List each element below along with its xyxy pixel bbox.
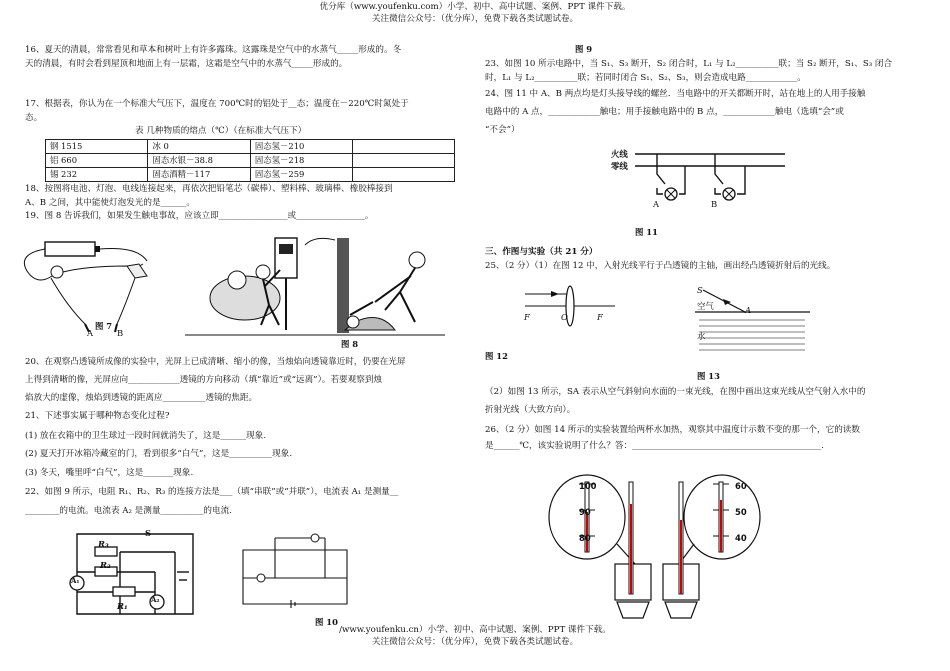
fig12-center-o: O: [561, 312, 568, 322]
fig12-focus-left: F: [524, 312, 530, 322]
page-footer: [0, 625, 950, 648]
table-row: [46, 154, 455, 168]
figure-12-convex-lens: [515, 284, 625, 330]
thermometer-1-tick-90: 90: [579, 507, 591, 517]
fig13-label-air: 空气: [697, 301, 714, 311]
thermometer-1-tick-80: 80: [579, 533, 591, 543]
melting-point-table: [45, 139, 455, 182]
figure-10-circuit: [235, 530, 355, 612]
figure-14-heating-experiment: [547, 472, 762, 622]
q19: 19、图 8 告诉我们，如果发生触电事故，应该立即________________或________________。: [25, 211, 374, 221]
fig10-caption: 图 10: [315, 617, 338, 627]
figure-8-electric-shock-illustration: [185, 230, 445, 345]
q21: 21、下述事实属于哪种物态变化过程?: [25, 411, 170, 421]
q24-line-1: 24、图 11 中 A、B 两点均是灯头接导线的螺丝．当电路中的开关都断开时，站在地上的人用手接触: [485, 89, 866, 99]
q22-line-1: 22、如图 9 所示，电阻 R₁、R₂、R₃ 的连接方法是___（填“串联”或“并联”），电流表 A₁ 是测量__: [25, 487, 399, 497]
q16-line-1: 16、夏天的清晨，常常看见和草本和树叶上有许多露珠。这露珠是空气中的水蒸气_____形成的。冬: [25, 45, 402, 55]
table-cell: 固态氢－218: [250, 154, 352, 168]
fig9-label-s: S: [145, 528, 152, 538]
table-cell: 铝 660: [46, 154, 148, 168]
q26-line-1: 26、（2 分）如图 14 所示的实验装置给两杯水加热，观察其中温度计示数不变的那一个，它的读数: [485, 425, 860, 435]
q17-line-1: 17、根据表，你认为在一个标准大气压下，温度在 700℃时的铝处于__态；温度在－220℃时氮处于: [25, 99, 409, 109]
footer-line-2: 关注微信公众号：（优分库），免费下载各类试题试卷。: [371, 636, 579, 647]
q22-line-2: ________的电流。电流表 A₂ 是测量__________的电流.: [25, 506, 232, 516]
fig9-label-r3: R₃: [98, 539, 109, 549]
fig9-label-a2: A₂: [151, 595, 160, 604]
q21-item-1: (1) 放在衣箱中的卫生球过一段时间就消失了，这是______现象.: [25, 431, 267, 441]
fig11-point-b: B: [711, 199, 718, 209]
q20-line-1: 20、在观察凸透镜所成像的实验中，光屏上已成清晰、缩小的像，当烛焰向透镜靠近时，仍要在光屏: [25, 357, 406, 367]
table-cell: 固态水银－38.8: [148, 154, 250, 168]
table-cell: [353, 140, 455, 154]
q21-item-2: (2) 夏天打开冰箱冷藏室的门，看到很多“白气”，这是__________现象.: [25, 449, 293, 459]
table-cell: [353, 168, 455, 182]
table-cell: 固态酒精－117: [148, 168, 250, 182]
fig13-label-water: 水: [697, 331, 706, 341]
q18-line-1: 18、按图将电池、灯泡、电线连接起来，再依次把铅笔芯（碳棒）、塑料棒、玻璃棒、橡胶棒接到: [25, 184, 393, 194]
fig8-caption: 图 8: [341, 339, 359, 349]
fig9-label-a1: A₁: [71, 576, 80, 585]
fig7-caption: 图 7: [95, 321, 113, 331]
q25-part-1: 25、（2 分）（1）在图 12 中，入射光线平行于凸透镜的主轴，画出经凸透镜折射后的光线。: [485, 261, 836, 271]
q18-line-2: A、B 之间，其中能使灯泡发光的是______。: [25, 198, 195, 208]
table-cell: [353, 154, 455, 168]
fig7-label-a: A: [87, 328, 94, 338]
table-cell: 冰 0: [148, 140, 250, 154]
q24-line-3: “不会”）: [485, 125, 520, 135]
q25-part-2-line-2: 折射光线（大致方向）。: [485, 405, 576, 415]
figure-11-household-wiring: [605, 144, 790, 216]
figure-7-battery-bulb-circuit: [7, 236, 167, 341]
fig13-caption: 图 13: [697, 371, 720, 381]
q20-line-3: 焰放大的虚像，烛焰到透镜的距离应__________透镜的焦距。: [25, 393, 258, 403]
q26-line-2: 是______℃，该实验说明了什么？答：____________________________________________.: [485, 441, 824, 451]
fig12-caption: 图 12: [485, 351, 508, 361]
fig11-caption: 图 11: [635, 227, 658, 237]
header-line-1: 优分库（www.youfenku.com）小学、初中、高中试题、案例、PPT 课件下载。: [319, 2, 631, 12]
table-cell: 锡 232: [46, 168, 148, 182]
figure-13-air-water-interface: [695, 286, 810, 356]
q24-line-2: 电路中的 A 点，____________触电；用手接触电路中的 B 点，____________触电（选填“会”或: [485, 107, 844, 117]
q16-line-2: 天的清晨，有时会看到屋顶和地面上有一层霜，这霜是空气中的水蒸气_____形成的。: [25, 59, 348, 69]
fig11-live-wire-label: 火线: [611, 149, 628, 159]
header-line-2: 关注微信公众号：（优分库），免费下载各类试题试卷。: [371, 13, 579, 24]
footer-line-1: /www.youfenku.cn）小学、初中、高中试题、案例、PPT 课件下载。: [339, 625, 611, 635]
figure-9-circuit: [65, 528, 205, 620]
fig12-focus-right: F: [597, 312, 603, 322]
q20-line-2: 上得到清晰的像，光屏应向____________透镜的方向移动（填“靠近”或“远离”）。若要观察到烛: [25, 375, 383, 385]
q23-line-2: 时，L₁ 与 L₂__________联；若同时闭合 S₁、S₂、S₃，则会造成电路____________。: [485, 73, 806, 83]
fig11-neutral-wire-label: 零线: [611, 161, 628, 171]
fig11-point-a: A: [653, 199, 660, 209]
fig9-label-r1: R₁: [117, 601, 128, 611]
table-row: [46, 168, 455, 182]
table-cell: 固态氢－210: [250, 140, 352, 154]
thermometer-2-tick-50: 50: [735, 507, 747, 517]
q25-part-2-line-1: （2）如图 13 所示，SA 表示从空气斜射向水面的一束光线，在图中画出这束光线从空气射入水中的: [485, 387, 866, 397]
q21-item-3: (3) 冬天，嘴里呼“白气”，这是_______现象.: [25, 468, 194, 478]
thermometer-2-tick-40: 40: [735, 533, 747, 543]
page-header: [0, 2, 950, 25]
q17-line-2: 态。: [25, 113, 43, 123]
section-3-title: 三、作图与实验（共 21 分）: [485, 247, 598, 257]
fig7-label-b: B: [117, 328, 124, 338]
table-cell: 固态氢－259: [250, 168, 352, 182]
table-row: [46, 140, 455, 154]
fig9-caption: 图 9: [575, 44, 593, 54]
fig13-label-s: S: [697, 285, 703, 295]
thermometer-2-tick-60: 60: [735, 481, 747, 491]
thermometer-1-tick-100: 100: [579, 481, 597, 491]
fig13-label-a: A: [745, 305, 752, 315]
table-cell: 钢 1515: [46, 140, 148, 154]
q23-line-1: 23、如图 10 所示电路中，当 S₁、S₃ 断开，S₂ 闭合时，L₁ 与 L₂__________联；当 S₂ 断开，S₁、S₃ 闭合: [485, 59, 893, 69]
fig9-label-r2: R₂: [100, 560, 111, 570]
table-title: 表 几种物质的熔点（℃）（在标准大气压下）: [135, 126, 307, 136]
